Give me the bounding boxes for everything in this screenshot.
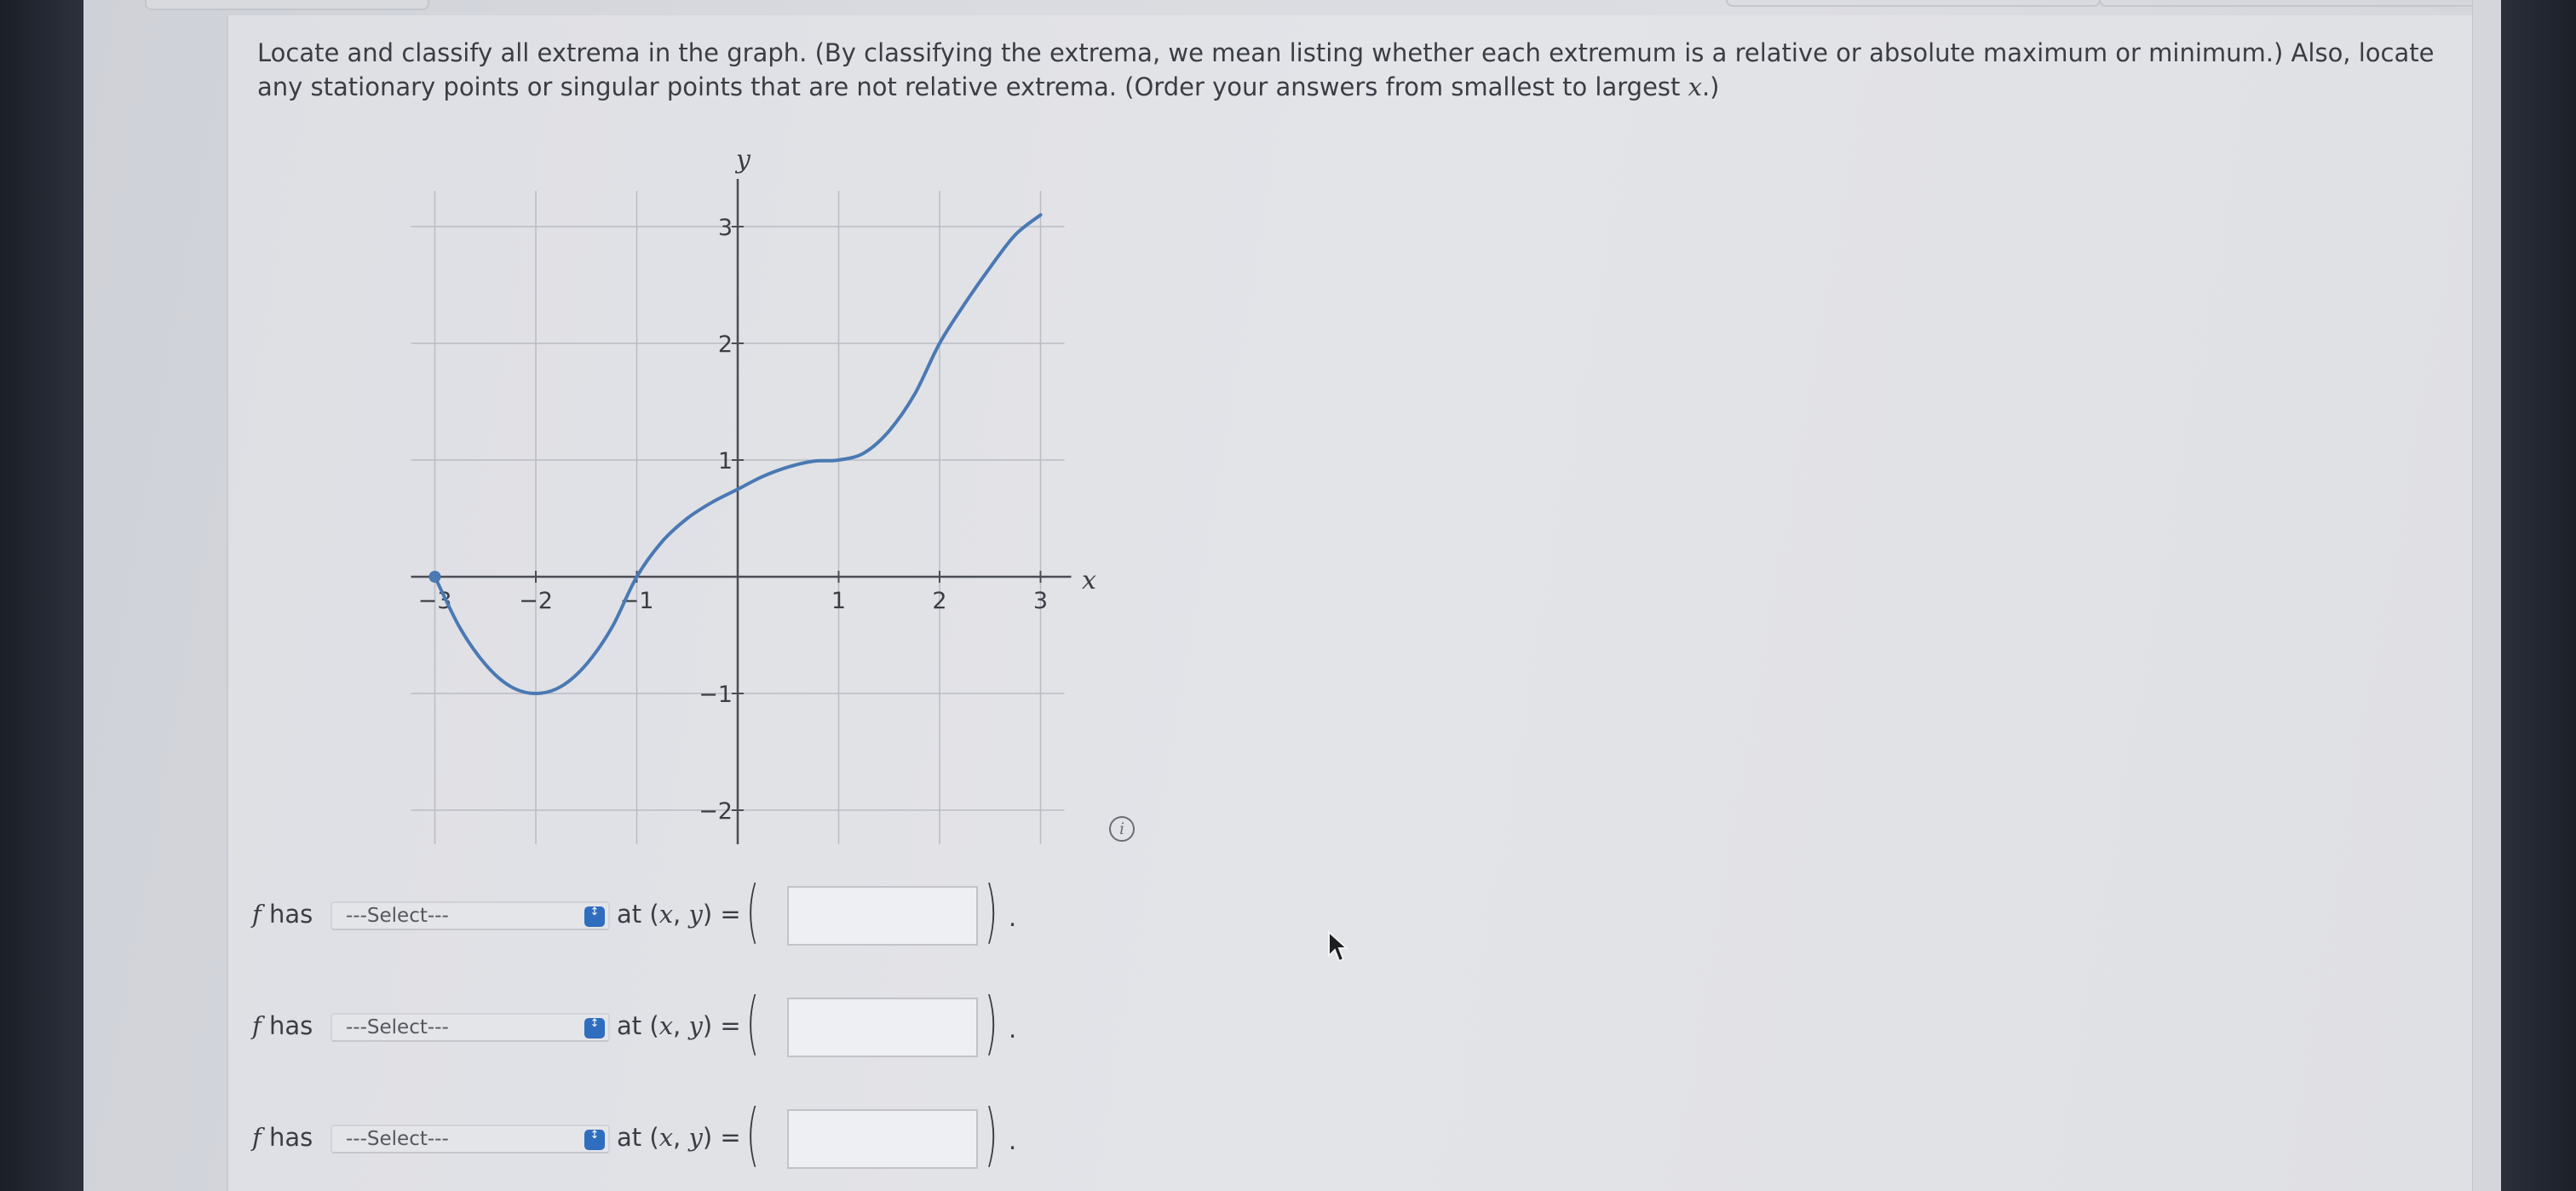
- question-text-part2: .): [1701, 72, 1720, 101]
- comma: ,: [673, 1123, 689, 1152]
- x-var: x: [658, 900, 674, 929]
- answer-row-1: [252, 874, 1070, 951]
- info-icon[interactable]: i: [1109, 816, 1135, 842]
- at-prefix: at (: [617, 1123, 659, 1152]
- scrollbar-track[interactable]: [2472, 0, 2502, 1191]
- updown-chevron-icon: ↕: [584, 906, 605, 927]
- top-panel-edge-right-2: [2099, 0, 2481, 7]
- f-symbol: f: [252, 1011, 262, 1040]
- x-var: x: [658, 1011, 674, 1040]
- has-text: has: [261, 900, 313, 929]
- y-var: y: [688, 1123, 703, 1152]
- y-var: y: [688, 1011, 703, 1040]
- answer-row-3: [252, 1097, 1070, 1174]
- y-var: y: [688, 900, 703, 929]
- extremum-type-select[interactable]: [331, 1013, 610, 1042]
- top-panel-edge-right-1: [1726, 0, 2101, 7]
- mouse-pointer-icon: [1327, 930, 1349, 964]
- top-panel-edge-left: [145, 0, 429, 10]
- monitor-bezel-right: [2501, 0, 2576, 1191]
- curve-layer: [429, 215, 1041, 693]
- extremum-type-select[interactable]: [331, 901, 610, 930]
- answer-row-2: [252, 983, 1070, 1062]
- y-tick-label: −2: [699, 798, 733, 825]
- question-text-var: x: [1688, 72, 1702, 101]
- paren-right: ): [984, 872, 998, 951]
- at-prefix: at (: [617, 900, 659, 929]
- paren-right: ): [984, 1095, 998, 1174]
- monitor-bezel-left: [0, 0, 83, 1191]
- f-has-label: [252, 1011, 313, 1040]
- f-has-label: [252, 1123, 313, 1152]
- at-suffix: ) =: [702, 1011, 741, 1040]
- updown-chevron-icon: ↕: [584, 1018, 605, 1039]
- question-text-part1: Locate and classify all extrema in the graph. (By classifying the extrema, we mean listing whether each extremum is a relative or absolute maximum or minimum.) Also, locate any stationary points or singular points that are not relative extrema. (Order your answers from smallest to largest: [257, 38, 2435, 101]
- x-tick-label: 3: [1032, 588, 1049, 614]
- period: .: [1009, 1015, 1017, 1044]
- x-tick-label: −2: [519, 588, 553, 614]
- coordinate-input[interactable]: [787, 998, 978, 1057]
- at-xy-label: [617, 1123, 741, 1152]
- f-symbol: f: [252, 900, 262, 929]
- extremum-type-select[interactable]: [331, 1125, 610, 1154]
- paren-right: ): [984, 983, 998, 1062]
- x-tick-label: −3: [417, 588, 452, 614]
- select-value: ---Select---: [346, 1016, 449, 1039]
- x-tick-label: 1: [831, 588, 847, 614]
- select-value: ---Select---: [346, 905, 449, 927]
- x-tick-label: 2: [932, 588, 947, 614]
- f-symbol: f: [252, 1123, 262, 1152]
- x-axis-label: x: [1082, 566, 1096, 596]
- coordinate-input[interactable]: [787, 1109, 978, 1169]
- tick-labels: [418, 215, 1049, 825]
- paren-left: (: [745, 872, 760, 951]
- y-tick-label: 3: [717, 215, 733, 241]
- endpoint-dot: [429, 571, 441, 583]
- at-suffix: ) =: [702, 900, 741, 929]
- at-xy-label: [617, 900, 741, 929]
- x-var: x: [658, 1123, 674, 1152]
- y-tick-label: 2: [717, 331, 733, 358]
- y-tick-label: 1: [717, 448, 733, 475]
- coordinate-input[interactable]: [787, 886, 978, 946]
- axes: [411, 179, 1072, 844]
- period: .: [1009, 903, 1017, 932]
- f-has-label: [252, 900, 313, 929]
- y-tick-label: −1: [699, 682, 733, 708]
- period: .: [1009, 1126, 1017, 1155]
- y-axis-label: y: [736, 145, 750, 175]
- at-prefix: at (: [617, 1011, 659, 1040]
- paren-left: (: [745, 1095, 760, 1174]
- question-text: [257, 36, 2438, 104]
- has-text: has: [261, 1123, 313, 1152]
- comma: ,: [673, 900, 689, 929]
- comma: ,: [673, 1011, 689, 1040]
- at-xy-label: [617, 1011, 741, 1040]
- paren-left: (: [745, 983, 760, 1062]
- function-graph: [400, 136, 1116, 852]
- updown-chevron-icon: ↕: [584, 1130, 605, 1150]
- has-text: has: [261, 1011, 313, 1040]
- x-tick-label: −1: [619, 588, 654, 614]
- at-suffix: ) =: [702, 1123, 741, 1152]
- select-value: ---Select---: [346, 1128, 449, 1150]
